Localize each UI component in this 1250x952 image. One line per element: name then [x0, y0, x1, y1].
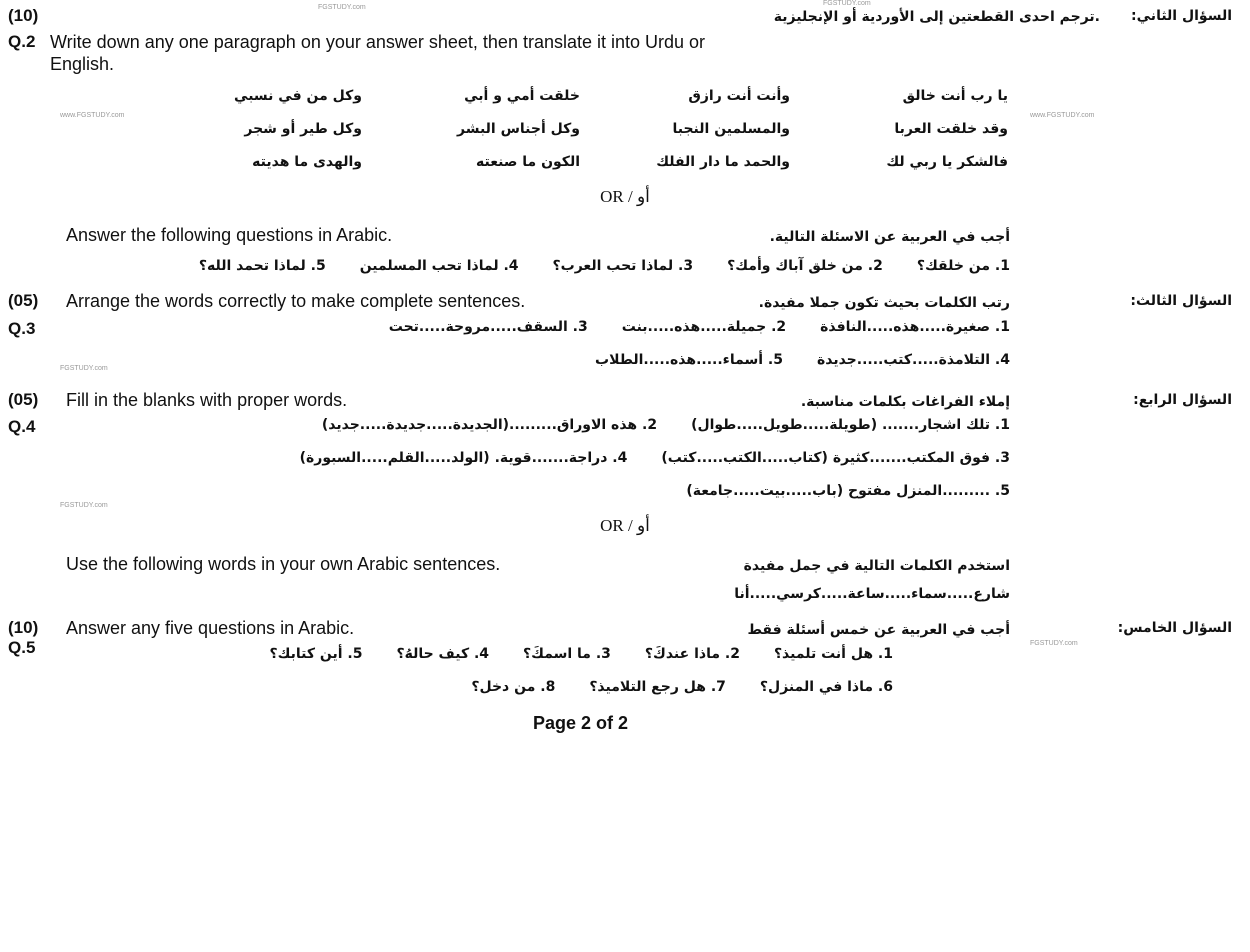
question-4	[0, 390, 1250, 618]
q2-arabic-label: السؤال الثاني:	[1131, 8, 1232, 24]
list-item: 3. لماذا تحب العرب؟	[552, 258, 694, 274]
q5-marks: (10)	[8, 618, 39, 637]
poem-line: الكون ما صنعته	[476, 154, 580, 170]
list-item: 7. هل رجع التلاميذ؟	[589, 679, 726, 695]
q4-alt-arabic-instruction: استخدم الكلمات التالية في جمل مفيدة	[743, 558, 1010, 574]
list-item: 2. جميلة.....هذه.....بنت	[621, 319, 787, 335]
list-item: 5. أسماء.....هذه.....الطلاب	[595, 352, 783, 368]
list-item: 1. صغيرة.....هذه.....النافذة	[820, 319, 1010, 335]
q3-label: Q.3	[8, 319, 36, 338]
list-item: 3. السقف.....مروحة.....تحت	[388, 319, 588, 335]
list-item: 1. من خلقك؟	[916, 258, 1010, 274]
q3-arabic-instruction: رتب الكلمات بحيث تكون جملا مفيدة.	[758, 295, 1010, 311]
list-item: 2. ماذا عندكَ؟	[644, 646, 740, 662]
or-divider: OR / أو	[600, 187, 650, 206]
watermark: FGSTUDY.com	[318, 4, 366, 11]
poem-line: وكل طير أو شجر	[244, 121, 362, 137]
watermark: FGSTUDY.com	[823, 0, 871, 7]
list-item: 5. أين كتابك؟	[269, 646, 363, 662]
page-number: Page 2 of 2	[533, 713, 629, 733]
watermark: FGSTUDY.com	[60, 365, 108, 372]
list-item: 4. دراجة.......قوية. (الولد.....القلم.....السبورة)	[299, 450, 628, 466]
list-item: 6. ماذا في المنزل؟	[759, 679, 893, 695]
watermark: FGSTUDY.com	[1030, 640, 1078, 647]
or-divider: OR / أو	[600, 516, 650, 535]
q5-arabic-label: السؤال الخامس:	[1117, 620, 1232, 636]
question-5	[0, 618, 1250, 713]
list-item: 3. ما اسمكَ؟	[523, 646, 611, 662]
poem-line: وكل من في نسبي	[234, 88, 362, 104]
poem-line: وقد خلقت العربا	[894, 121, 1008, 137]
q2-instruction-cont: English.	[50, 54, 115, 74]
poem	[0, 88, 1250, 187]
list-item: 4. التلامذة.....كتب.....جديدة	[816, 352, 1010, 368]
poem-line: فالشكر يا ربي لك	[886, 154, 1008, 170]
q4-alt-instruction: Use the following words in your own Arabic sentences.	[66, 554, 501, 574]
poem-line: والهدى ما هديته	[252, 154, 362, 170]
q4-arabic-instruction: إملاء الفراغات بكلمات مناسبة.	[800, 394, 1010, 410]
question-2	[0, 6, 1250, 291]
watermark: www.FGSTUDY.com	[1030, 112, 1095, 119]
q3-arabic-label: السؤال الثالث:	[1130, 293, 1232, 309]
list-item: 2. هذه الاوراق.........(الجديدة.....جديدة.....جديد)	[321, 417, 658, 433]
word-list: شارع.....سماء.....ساعة.....كرسي.....أنا	[734, 586, 1010, 602]
list-item: 2. من خلق آباك وأمك؟	[727, 258, 883, 274]
q3-instruction: Arrange the words correctly to make complete sentences.	[66, 291, 526, 311]
list-item: 8. من دخل؟	[471, 679, 556, 695]
poem-line: والحمد ما دار الفلك	[656, 154, 790, 170]
poem-line: خلقت أمي و أبي	[464, 88, 580, 104]
poem-line: والمسلمين النجبا	[672, 121, 790, 137]
q2-alt-instruction: Answer the following questions in Arabic.	[66, 225, 393, 245]
question-3	[0, 291, 1250, 390]
q5-arabic-instruction: أجب في العربية عن خمس أسئلة فقط	[747, 622, 1010, 638]
q4-instruction: Fill in the blanks with proper words.	[66, 390, 348, 410]
list-item: 5. لماذا تحمد الله؟	[198, 258, 326, 274]
q4-arabic-label: السؤال الرابع:	[1133, 392, 1232, 408]
q5-label: Q.5	[8, 638, 36, 657]
watermark: FGSTUDY.com	[60, 502, 108, 509]
list-item: 1. تلك اشجار....... (طويلة.....طويل.....طوال)	[691, 417, 1010, 433]
q4-marks: (05)	[8, 390, 39, 409]
q5-instruction: Answer any five questions in Arabic.	[66, 618, 355, 638]
q2-marks: (10)	[8, 6, 39, 25]
list-item: 1. هل أنت تلميذ؟	[773, 646, 893, 662]
q2-instruction: Write down any one paragraph on your answer sheet, then translate it into Urdu or	[50, 32, 706, 52]
poem-line: يا رب أنت خالق	[902, 88, 1008, 104]
q2-label: Q.2	[8, 32, 36, 51]
q2-alt-arabic-instruction: أجب في العربية عن الاسئلة التالية.	[769, 229, 1010, 245]
q2-arabic-instruction: ترجم احدى القطعتين إلى الأوردية أو الإنجليزية.	[773, 9, 1100, 25]
list-item: 3. فوق المكتب.......كثيرة (كتاب.....الكتب.....كتب)	[661, 450, 1010, 466]
poem-line: وأنت أنت رازق	[688, 88, 790, 104]
watermark: www.FGSTUDY.com	[60, 112, 125, 119]
list-item: 5. .........المنزل مفتوح (باب.....بيت.....جامعة)	[686, 483, 1010, 499]
poem-line: وكل أجناس البشر	[457, 121, 580, 137]
q3-marks: (05)	[8, 291, 39, 310]
list-item: 4. لماذا تحب المسلمين	[359, 258, 519, 274]
q4-label: Q.4	[8, 417, 36, 436]
list-item: 4. كيف حالهُ؟	[396, 646, 490, 662]
